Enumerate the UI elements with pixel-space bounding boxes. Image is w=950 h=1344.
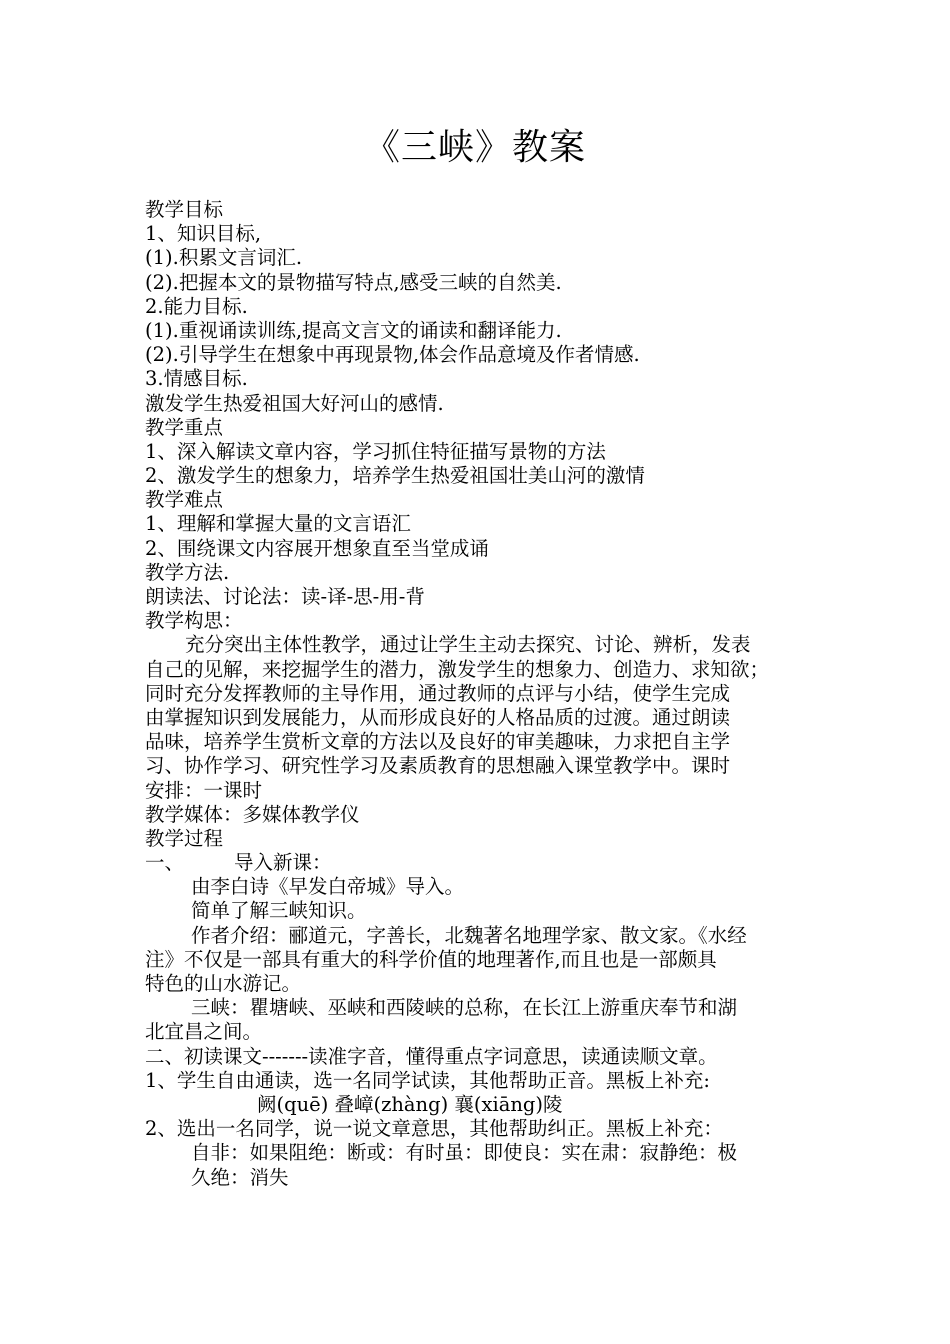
text-line-content: 2、激发学生的想象力，培养学生热爱祖国壮美山河的激情 [145,464,645,488]
text-line [145,827,813,851]
text-line-content: 教学过程 [145,826,224,850]
text-line [145,682,813,706]
text-line-content: 北宜昌之间。 [145,1020,263,1044]
document-body [145,198,813,1190]
text-line-content: (1).积累文言词汇. [145,246,303,270]
text-line-content: 1、理解和掌握大量的文言语汇 [145,512,411,536]
text-line-content: 注》不仅是一部具有重大的科学价值的地理著作,而且也是一部颇具 [145,947,717,971]
text-line-content: 由掌握知识到发展能力，从而形成良好的人格品质的过渡。通过朗读 [145,705,731,729]
text-line-content: 久绝：消失 [191,1165,289,1189]
text-line-content: 自非：如果阻绝：断或：有时虽：即使良：实在肃：寂静绝：极 [191,1141,738,1165]
text-line [145,1045,813,1069]
text-line [145,803,813,827]
text-line [145,488,813,512]
text-line-content: 1、学生自由通读，选一名同学试读，其他帮助正音。黑板上补充: [145,1068,710,1092]
text-line [145,972,813,996]
section-heading-text: 导入新课： [234,851,332,875]
text-line-content: 2、选出一名同学，说一说文章意思，其他帮助纠正。黑板上补充： [145,1117,723,1141]
text-line [145,246,813,270]
text-line [145,319,813,343]
text-line [145,948,813,972]
text-line-content: 一、 [145,851,185,875]
text-line [145,899,813,923]
text-line-content: 充分突出主体性教学，通过让学生主动去探究、讨论、辨析，发表 [185,633,751,657]
text-line-content: 2.能力目标. [145,294,248,318]
text-line [145,924,813,948]
text-line [145,1069,813,1093]
text-line [145,367,813,391]
text-line-content: 自己的见解，来挖掘学生的潜力，激发学生的想象力、创造力、求知欲； [145,657,770,681]
text-line [145,851,813,875]
text-line [145,730,813,754]
text-line [145,343,813,367]
text-line-content: 1、深入解读文章内容，学习抓住特征描写景物的方法 [145,439,606,463]
text-line [145,779,813,803]
text-line-content: 品味，培养学生赏析文章的方法以及良好的审美趣味，力求把自主学 [145,730,731,754]
text-line [145,1117,813,1141]
text-line-content: 二、初读课文-------读准字音，懂得重点字词意思，读通读顺文章。 [145,1044,718,1068]
text-line [145,440,813,464]
text-line-content: (2).引导学生在想象中再现景物,体会作品意境及作者情感. [145,343,640,367]
text-line [145,1141,813,1165]
text-line [145,464,813,488]
text-line [145,561,813,585]
text-line [145,585,813,609]
text-line [145,271,813,295]
text-line [145,198,813,222]
text-line-content: 1、知识目标, [145,222,262,246]
text-line [145,633,813,657]
text-line-content: 朗读法、讨论法：读-译-思-用-背 [145,585,425,608]
text-line-content: 习、协作学习、研究性学习及素质教育的思想融入课堂教学中。课时 [145,754,731,778]
text-line-content: 由李白诗《早发白帝城》导入。 [191,875,465,899]
text-line-content: 特色的山水游记。 [145,972,302,995]
text-line-content: 教学目标 [145,198,224,221]
text-line [145,1166,813,1190]
text-line [145,754,813,778]
text-line [145,222,813,246]
text-line-content: 教学方法. [145,560,230,584]
text-line [145,658,813,682]
document-title: 《三峡》教案 [363,127,586,168]
text-line-content: 教学媒体：多媒体教学仪 [145,802,360,826]
text-line [145,875,813,899]
text-line [145,295,813,319]
text-line-content: (2).把握本文的景物描写特点,感受三峡的自然美. [145,270,562,294]
text-line [145,996,813,1020]
text-line [145,609,813,633]
text-line [145,1020,813,1044]
text-line [145,1093,813,1117]
text-line [145,706,813,730]
text-line-content: 教学重点 [145,415,224,439]
text-line-content: 简单了解三峡知识。 [191,899,367,923]
text-line [145,512,813,536]
text-line-content: 激发学生热爱祖国大好河山的感情. [145,391,444,415]
text-line [145,416,813,440]
text-line-content: 教学构思： [145,609,243,633]
text-line [145,392,813,416]
text-line-content: 安排：一课时 [145,778,263,802]
text-line [145,537,813,561]
text-line-content: 阙(quē) 叠嶂(zhàng) 襄(xiāng)陵 [257,1092,563,1116]
text-line-content: (1).重视诵读训练,提高文言文的诵读和翻译能力. [145,318,562,342]
text-line-content: 2、围绕课文内容展开想象直至当堂成诵 [145,536,489,560]
text-line-content: 3.情感目标. [145,367,248,391]
text-line-content: 三峡：瞿塘峡、巫峡和西陵峡的总称，在长江上游重庆奉节和湖 [191,996,738,1020]
text-line-content: 教学难点 [145,488,224,512]
text-line-content: 作者介绍：郦道元，字善长，北魏著名地理学家、散文家。《水经 [191,923,747,947]
text-line-content: 同时充分发挥教师的主导作用，通过教师的点评与小结，使学生完成 [145,681,731,705]
